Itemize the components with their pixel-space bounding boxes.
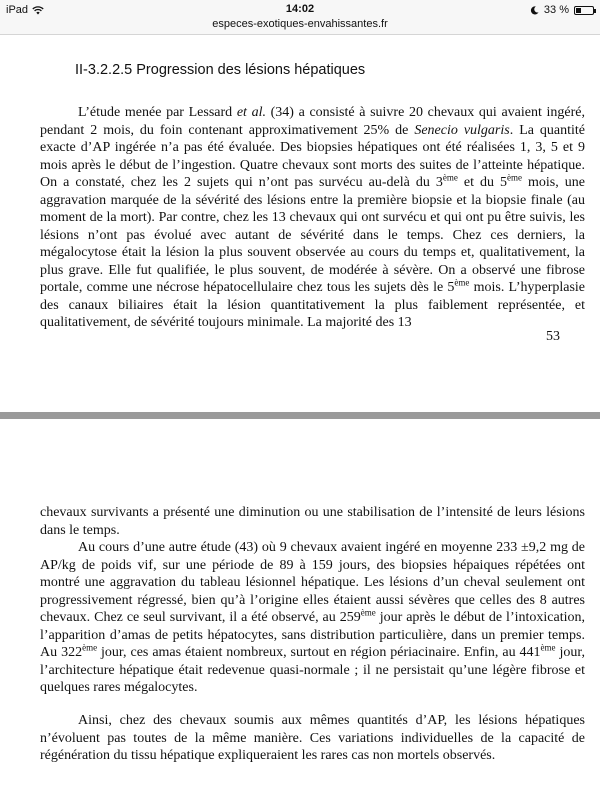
battery-level <box>576 8 581 13</box>
url-text[interactable]: especes-exotiques-envahissantes.fr <box>212 18 388 30</box>
page1-body <box>40 104 585 332</box>
page2-paragraph-continued: chevaux survivants a présenté une diminution ou une stabilisation de l’intensité de leurs lésions dans le temps. <box>40 505 585 538</box>
page2-paragraph-conclusion: Ainsi, chez des chevaux soumis aux mêmes quantités d’AP, les lésions hépatiques n’évoluent pas toutes de la même manière. Ces variations individuelles de la capacité de régénération du tissu hépatique expliqueraient les rares cas non mortels observés. <box>40 713 585 763</box>
page1-paragraph: L’étude menée par Lessard et al. (34) a consisté à suivre 20 chevaux qui avaient ingéré, pendant 2 mois, du foin contenant approximativement 25% de Senecio vulgaris. La quantité exacte d’AP ingérée n’a pas été évaluée. Des biopsies hépatiques ont été réalisées 1, 3, 5 et 9 mois après le début de l’ingestion. Quatre chevaux sont morts des suites de l’atteinte hépatique. On a constaté, chez les 2 sujets qui n’ont pas survécu au-delà du 3ème et du 5ème mois, une aggravation marquée de la sévérité des lésions entre la première biopsie et la biopsie finale (au moment de la mort). Par contre, chez les 13 chevaux qui ont survécu et qui ont pu être suivis, les lésions n’ont pas évolué avec autant de sévérité dans le temps. Chez ces derniers, la mégalocytose était la lésion la plus souvent observée au cours du temps et, qualitativement, la plus grave. Elle fut qualifiée, le plus souvent, de modérée à sévère. On a observé une fibrose portale, comme une nécrose hépatocellulaire chez tous les sujets dès le 5ème mois. L’hyperplasie des canaux biliaires était la lésion quantitativement la plus faiblement représentée, et qualitativement, de sévérité toujours minimale. La majorité des 13 <box>40 105 586 330</box>
device-label: iPad <box>6 4 29 16</box>
page2-conclusion <box>40 712 585 765</box>
page-number: 53 <box>546 329 560 344</box>
page2-body <box>40 504 585 697</box>
battery-icon <box>574 6 594 15</box>
url-bar[interactable] <box>0 16 600 34</box>
page2-paragraph-study: Au cours d’une autre étude (43) où 9 chevaux avaient ingéré en moyenne 233 ±9,2 mg de AP/kg de poids vif, sur une période de 89 à 159 jours, des biopsies hépaiques répétées ont montré une aggravation du tableau lésionnel hépatique. Les lésions d’un cheval seulement ont progressivement régressé, bien qu’à l’origine elles étaient aussi sévères que celles des 8 autres chevaux. Chez ce seul survivant, il a été observé, au 259ème jour après le début de l’intoxication, l’apparition d’amas de petits hépatocytes, sans distribution particulière, dans un premier temps. Au 322ème jour, ces amas étaient nombreux, surtout en région périacinaire. Enfin, au 441ème jour, l’architecture hépatique était redevenue quasi-normale ; il ne persistait qu’une légère fibrose et quelques rares mégalocytes. <box>40 540 585 695</box>
moon-icon <box>530 6 539 15</box>
section-heading: II-3.2.2.5 Progression des lésions hépatiques <box>75 62 366 78</box>
status-right <box>530 4 594 16</box>
status-time: 14:02 <box>285 3 315 15</box>
battery-percent: 33 % <box>543 4 569 16</box>
page-divider <box>0 412 600 419</box>
chrome-border <box>0 34 600 35</box>
